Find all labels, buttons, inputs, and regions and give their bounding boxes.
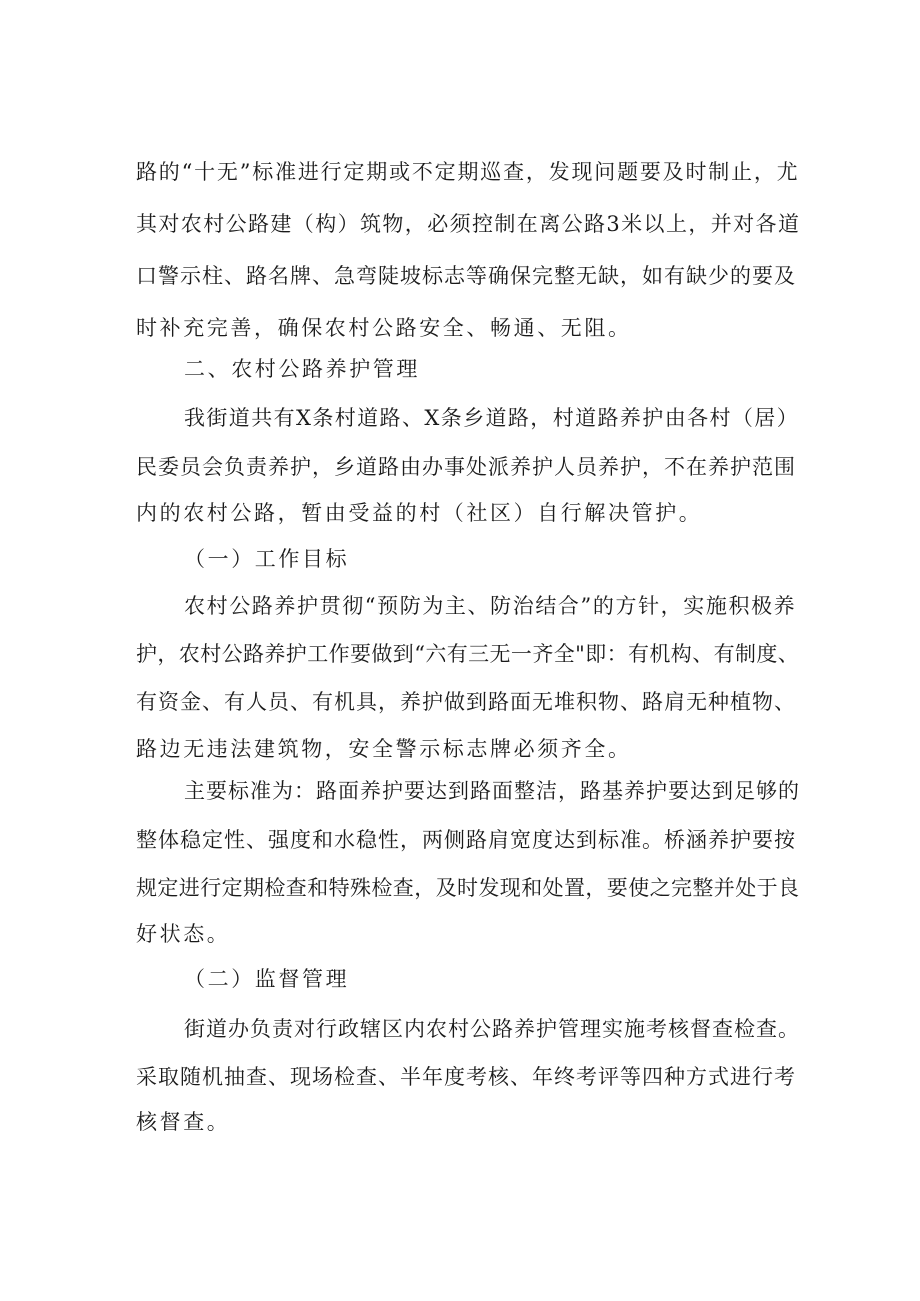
text-line: 整体稳定性、强度和水稳性，两侧路肩宽度达到标准。桥涵养护要按 [136, 828, 796, 852]
text-line: 规定进行定期检查和特殊检查，及时发现和处置，要使之完整并处于良 [136, 876, 800, 900]
text-line: 核督查。 [136, 1110, 231, 1134]
text-line: 路边无违法建筑物，安全警示标志牌必须齐全。 [136, 737, 632, 761]
subsection-heading: （二）监督管理 [184, 967, 350, 991]
text-line: 农村公路养护贯彻“预防为主、防治结合”的方针，实施积极养 [184, 594, 797, 618]
text-line: 护，农村公路养护工作要做到“六有三无一齐全"即：有机构、有制度、 [136, 642, 800, 666]
text-line: 街道办负责对行政辖区内农村公路养护管理实施考核督查检查。 [184, 1017, 800, 1041]
text-line: 口警示柱、路名牌、急弯陡坡标志等确保完整无缺，如有缺少的要及 [136, 264, 796, 288]
text-line: 主要标准为：路面养护要达到路面整洁，路基养护要达到足够的 [184, 779, 800, 803]
subsection-heading: （一）工作目标 [184, 547, 350, 571]
text-line: 采取随机抽查、现场检查、半年度考核、年终考评等四种方式进行考 [136, 1065, 796, 1089]
text-line: 好状态。 [136, 922, 231, 946]
section-heading: 二、农村公路养护管理 [184, 357, 420, 381]
text-line: 时补充完善，确保农村公路安全、畅通、无阻。 [136, 316, 632, 340]
text-line: 我街道共有X条村道路、X条乡道路，村道路养护由各村（居） [184, 406, 800, 430]
text-line: 路的“十无”标准进行定期或不定期巡查，发现问题要及时制止，尤 [136, 160, 800, 184]
text-line: 民委员会负责养护，乡道路由办事处派养护人员养护，不在养护范围 [136, 455, 796, 479]
text-line: 内的农村公路，暂由受益的村（社区）自行解决管护。 [136, 501, 703, 525]
text-line: 有资金、有人员、有机具，养护做到路面无堆积物、路肩无种植物、 [136, 690, 796, 714]
text-line: 其对农村公路建（构）筑物，必须控制在离公路3米以上，并对各道 [136, 212, 801, 236]
